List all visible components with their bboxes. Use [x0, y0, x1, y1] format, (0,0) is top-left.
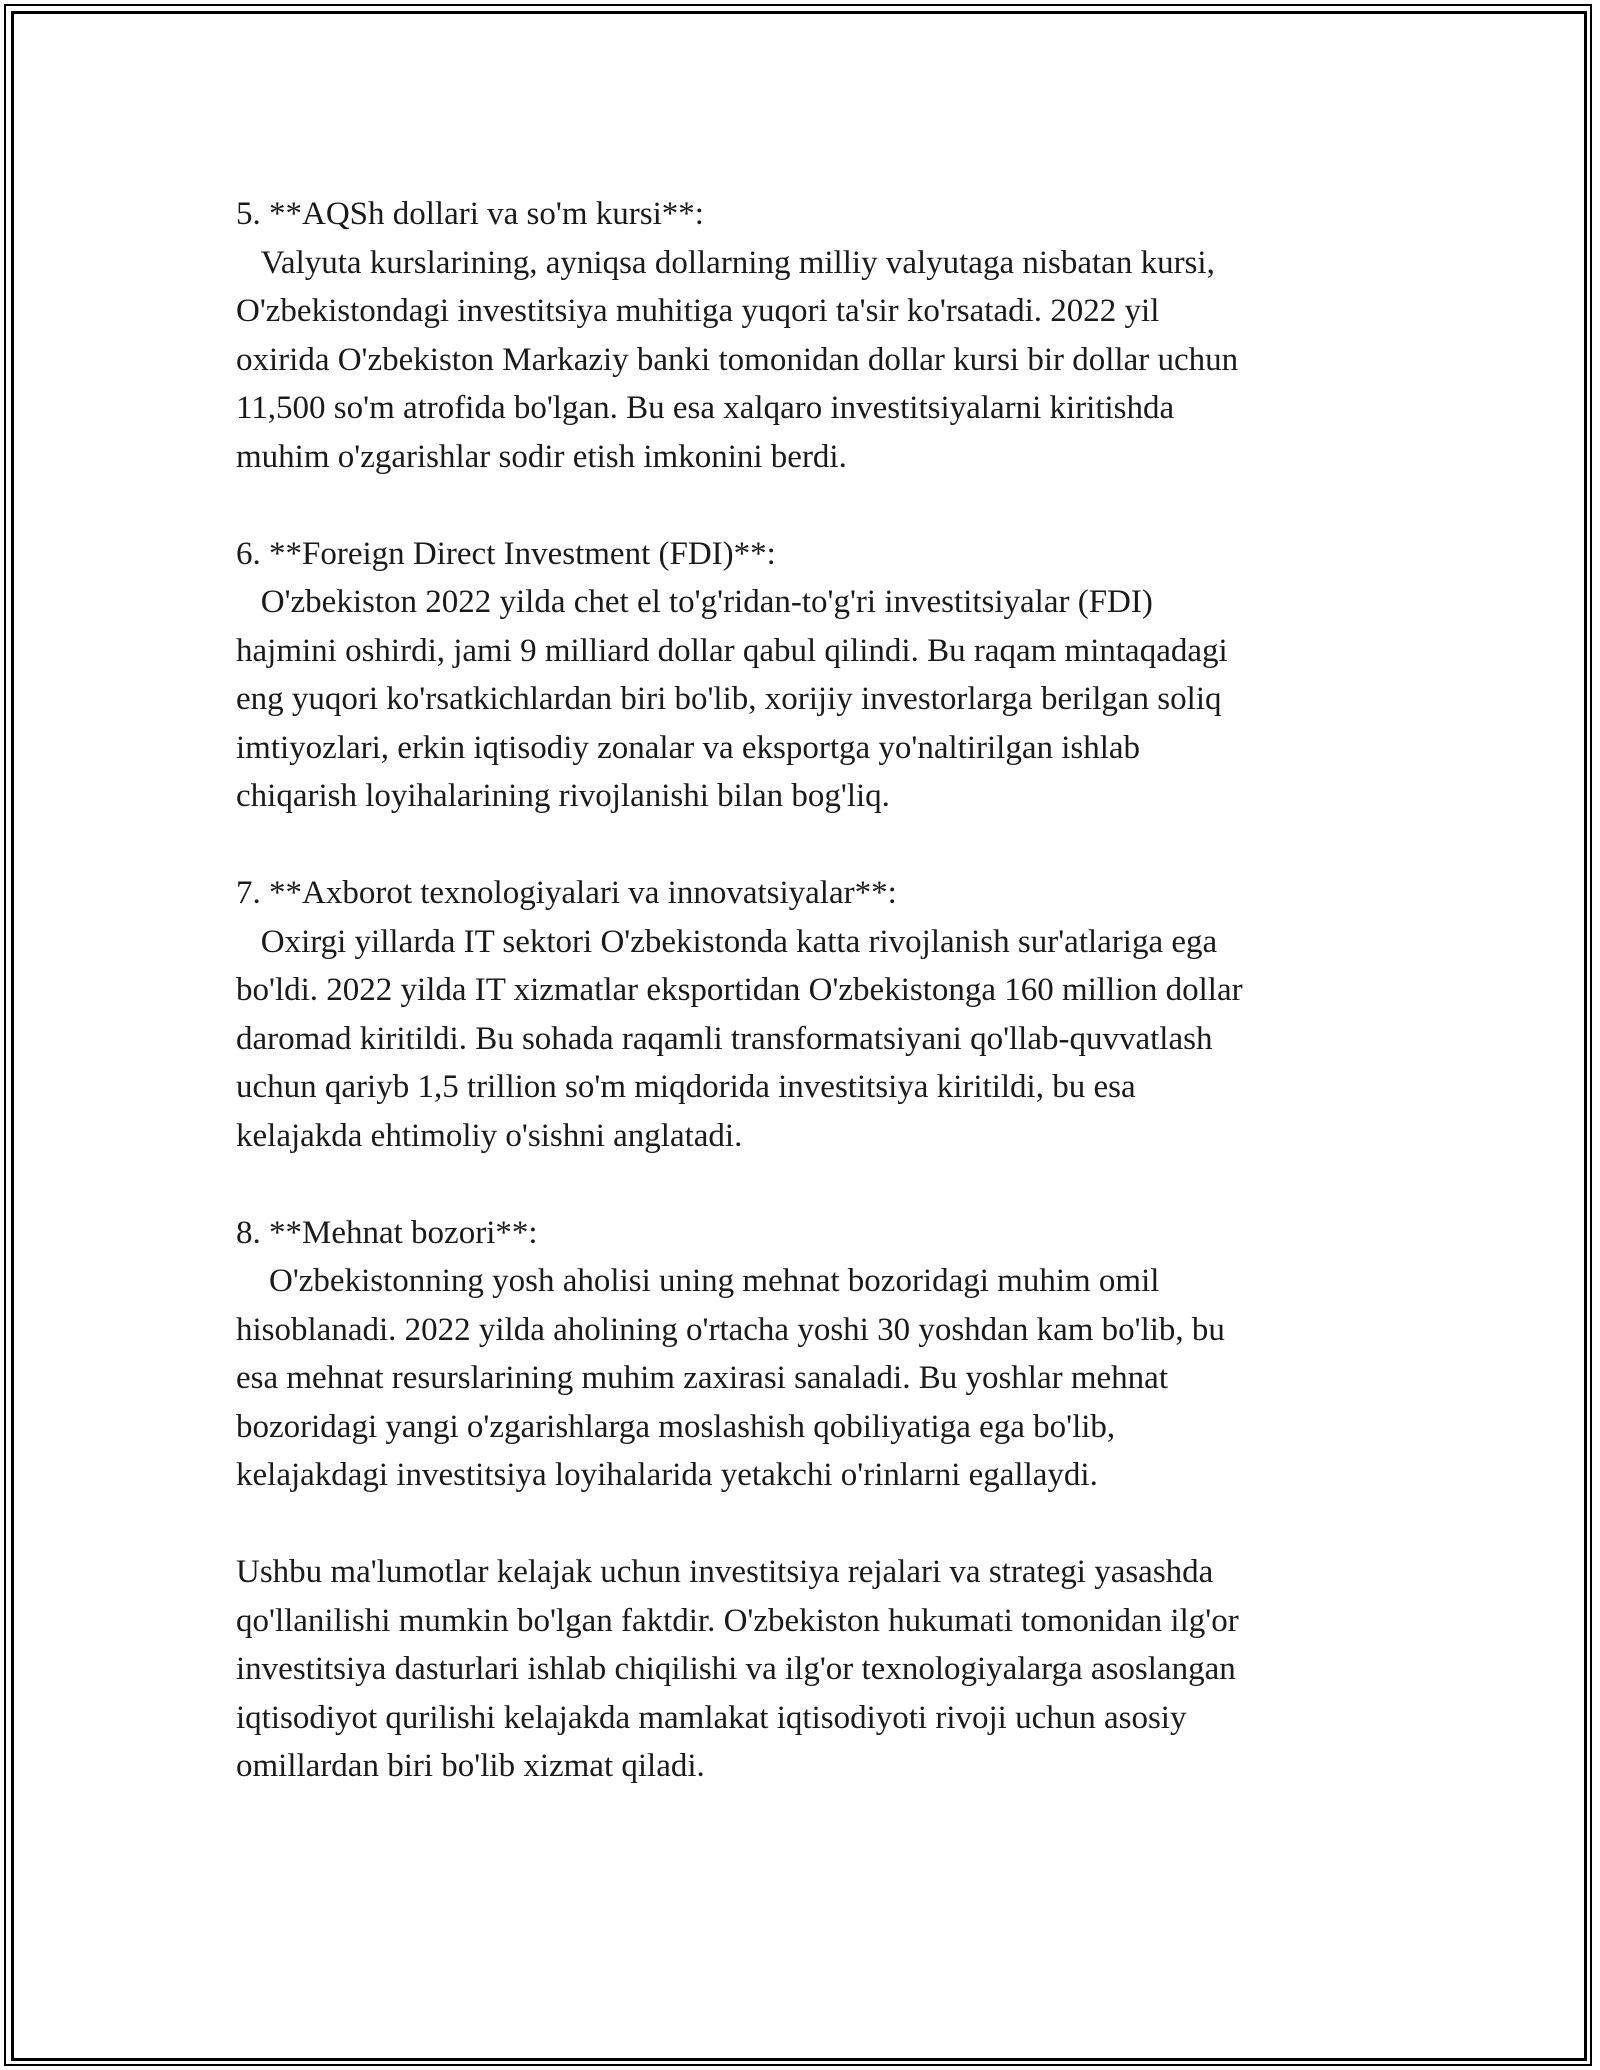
text-line: eng yuqori ko'rsatkichlardan biri bo'lib, xorijiy investorlarga berilgan soliq [236, 681, 1222, 717]
text-line: daromad kiritildi. Bu sohada raqamli transformatsiyani qo'llab-quvvatlash [236, 1020, 1213, 1057]
text-line: uchun qariyb 1,5 trillion so'm miqdorida investitsiya kiritildi, bu esa [236, 1069, 1136, 1105]
document-body [236, 190, 1386, 1839]
text-line: omillardan biri bo'lib xizmat qiladi. [236, 1748, 705, 1784]
section-usd-som-rate [236, 190, 1386, 481]
text-line: O'zbekistondagi investitsiya muhitiga yuqori ta'sir ko'rsatadi. 2022 yil [236, 293, 1160, 329]
section-fdi [236, 530, 1386, 821]
text-line: qo'llanilishi mumkin bo'lgan faktdir. O'zbekiston hukumati tomonidan ilg'or [236, 1602, 1239, 1639]
text-line: esa mehnat resurslarining muhim zaxirasi sanaladi. Bu yoshlar mehnat [236, 1360, 1168, 1396]
text-line: O'zbekistonning yosh aholisi uning mehnat bozoridagi muhim omil [236, 1263, 1160, 1299]
text-line: Valyuta kurslarining, ayniqsa dollarning milliy valyutaga nisbatan kursi, [236, 244, 1215, 281]
text-line: chiqarish loyihalarining rivojlanishi bilan bog'liq. [236, 778, 890, 814]
section-conclusion [236, 1548, 1386, 1791]
text-line: kelajakda ehtimoliy o'sishni anglatadi. [236, 1117, 743, 1154]
text-line: bo'ldi. 2022 yilda IT xizmatlar eksportidan O'zbekistonga 160 million dollar [236, 972, 1243, 1008]
text-line: investitsiya dasturlari ishlab chiqilishi va ilg'or texnologiyalarga asoslangan [236, 1651, 1236, 1687]
section-paragraph [236, 918, 1386, 1161]
section-paragraph [236, 1257, 1386, 1500]
section-paragraph [236, 578, 1386, 821]
conclusion-paragraph [236, 1548, 1386, 1791]
text-line: muhim o'zgarishlar sodir etish imkonini berdi. [236, 438, 847, 475]
section-heading: 7. **Axborot texnologiyalari va innovatsiyalar**: [236, 875, 897, 911]
section-heading: 6. **Foreign Direct Investment (FDI)**: [236, 535, 776, 572]
text-line: Ushbu ma'lumotlar kelajak uchun investitsiya rejalari va strategi yasashda [236, 1554, 1214, 1590]
text-line: kelajakdagi investitsiya loyihalarida yetakchi o'rinlarni egallaydi. [236, 1457, 1098, 1493]
section-heading: 8. **Mehnat bozori**: [236, 1214, 538, 1251]
text-line: Oxirgi yillarda IT sektori O'zbekistonda katta rivojlanish sur'atlariga ega [236, 923, 1218, 960]
section-paragraph [236, 239, 1386, 482]
text-line: bozoridagi yangi o'zgarishlarga moslashish qobiliyatiga ega bo'lib, [236, 1408, 1116, 1445]
section-labor-market [236, 1209, 1386, 1500]
text-line: oxirida O'zbekiston Markaziy banki tomonidan dollar kursi bir dollar uchun [236, 341, 1239, 378]
text-line: O'zbekiston 2022 yilda chet el to'g'ridan-to'g'ri investitsiyalar (FDI) [236, 584, 1153, 620]
section-it-innovation [236, 869, 1386, 1160]
text-line: iqtisodiyot qurilishi kelajakda mamlakat iqtisodiyoti rivoji uchun asosiy [236, 1699, 1187, 1736]
text-line: hajmini oshirdi, jami 9 milliard dollar qabul qilindi. Bu raqam mintaqadagi [236, 632, 1228, 669]
text-line: imtiyozlari, erkin iqtisodiy zonalar va eksportga yo'naltirilgan ishlab [236, 729, 1141, 766]
text-line: 11,500 so'm atrofida bo'lgan. Bu esa xalqaro investitsiyalarni kiritishda [236, 390, 1175, 426]
section-heading: 5. **AQSh dollari va so'm kursi**: [236, 196, 704, 232]
text-line: hisoblanadi. 2022 yilda aholining o'rtacha yoshi 30 yoshdan kam bo'lib, bu [236, 1311, 1225, 1348]
